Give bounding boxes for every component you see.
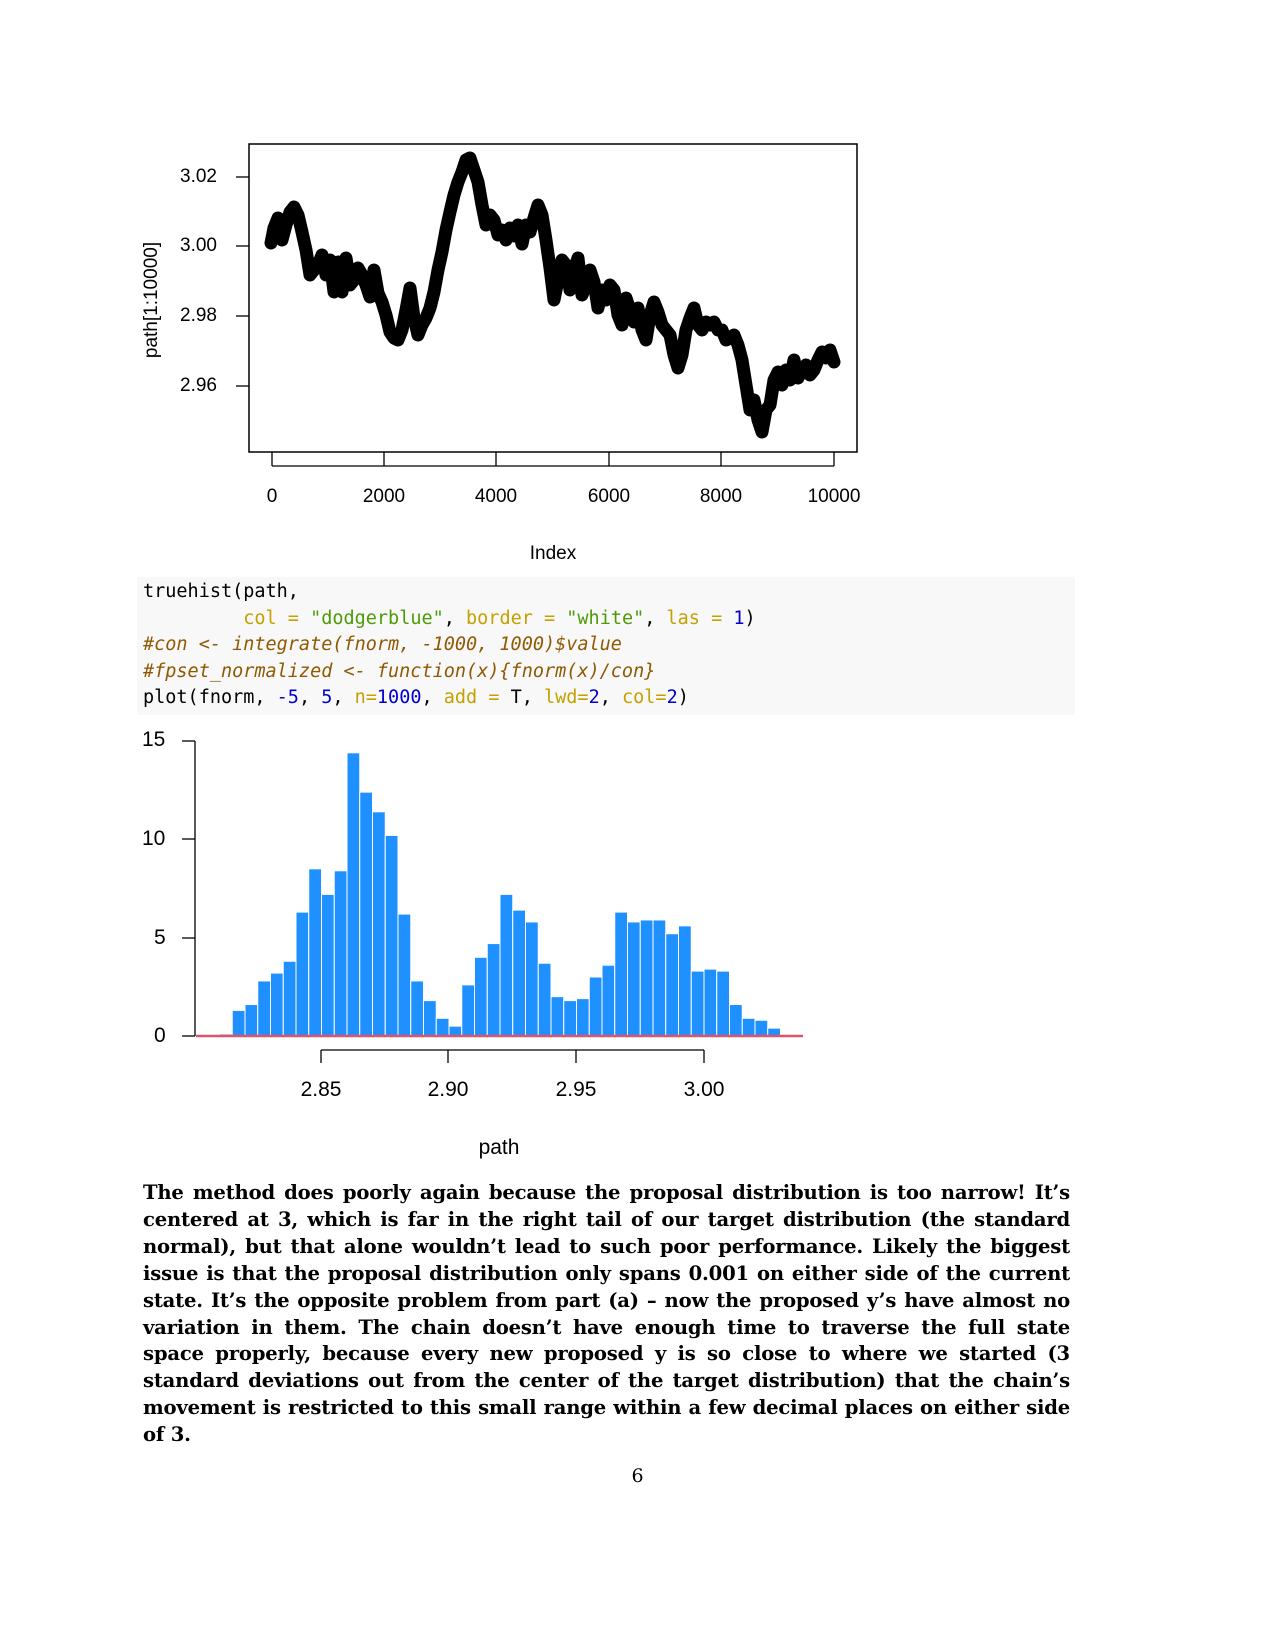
hist-bar <box>360 792 373 1036</box>
hist-bar <box>704 969 717 1036</box>
hist-bar <box>666 934 679 1036</box>
hist-bar <box>258 981 271 1036</box>
hist-ytick-5: 5 <box>154 926 166 949</box>
hist-ytick-15: 15 <box>142 728 166 751</box>
page-number: 6 <box>631 1465 644 1487</box>
code-line-5: plot(fnorm, -5, 5, n=1000, add = T, lwd=2, col=2) <box>143 687 689 709</box>
hist-bar <box>373 812 386 1036</box>
hist-bar <box>449 1026 462 1036</box>
trace-xtick-10000: 10000 <box>807 486 861 507</box>
code-line-3: #con <- integrate(fnorm, -1000, 1000)$value <box>143 634 622 656</box>
histogram-svg <box>0 720 1275 1170</box>
trace-xtick-4000: 4000 <box>474 486 518 507</box>
trace-ytick-2.98: 2.98 <box>180 305 217 326</box>
hist-bar <box>602 965 615 1036</box>
trace-ytick-2.96: 2.96 <box>180 375 217 396</box>
hist-x-axis <box>321 1050 704 1063</box>
hist-bar <box>436 1018 449 1036</box>
trace-xtick-2000: 2000 <box>362 486 406 507</box>
trace-xtick-6000: 6000 <box>587 486 631 507</box>
trace-line <box>271 158 834 432</box>
hist-bar <box>322 894 335 1036</box>
hist-bar <box>691 971 704 1036</box>
code-line-4: #fpset_normalized <- function(x){fnorm(x)/con} <box>143 660 656 682</box>
trace-ylabel: path[1:10000] <box>141 241 162 359</box>
trace-xtick-0: 0 <box>266 486 278 507</box>
hist-bar <box>462 985 475 1036</box>
hist-bar <box>487 944 500 1036</box>
hist-bar <box>283 961 296 1036</box>
hist-bar <box>577 999 590 1036</box>
hist-bar <box>742 1018 755 1036</box>
trace-ytick-3.02: 3.02 <box>180 166 217 187</box>
hist-bar <box>411 981 424 1036</box>
hist-bars <box>220 753 781 1036</box>
hist-bar <box>589 977 602 1036</box>
trace-y-axis <box>236 177 249 386</box>
hist-bar <box>245 1005 258 1036</box>
trace-ytick-3.00: 3.00 <box>180 235 217 256</box>
trace-x-axis <box>272 452 834 466</box>
hist-bar <box>475 957 488 1036</box>
trace-xlabel: Index <box>529 543 577 564</box>
trace-plot <box>0 0 1275 570</box>
histogram <box>0 720 1275 1170</box>
hist-bar <box>730 1005 743 1036</box>
hist-xlabel: path <box>478 1136 520 1159</box>
hist-bar <box>334 871 347 1036</box>
hist-bar <box>538 963 551 1036</box>
hist-bar <box>309 869 322 1036</box>
trace-plot-svg <box>0 0 1275 570</box>
hist-xtick-3.00: 3.00 <box>683 1078 725 1101</box>
hist-bar <box>500 894 513 1036</box>
hist-bar <box>679 926 692 1036</box>
hist-xtick-2.85: 2.85 <box>300 1078 342 1101</box>
code-line-2: col = "dodgerblue", border = "white", las = 1) <box>243 607 756 629</box>
hist-bar <box>551 997 564 1036</box>
hist-bar <box>424 1001 437 1036</box>
hist-bar <box>232 1010 245 1036</box>
hist-y-axis <box>182 741 195 1036</box>
hist-bar <box>564 1001 577 1036</box>
hist-bar <box>755 1020 768 1036</box>
hist-bar <box>526 922 539 1036</box>
code-line-1: truehist(path, <box>143 581 299 602</box>
hist-bar <box>398 914 411 1036</box>
hist-bar <box>347 753 360 1036</box>
hist-bar <box>717 971 730 1036</box>
hist-xtick-2.90: 2.90 <box>427 1078 469 1101</box>
hist-bar <box>615 912 628 1036</box>
hist-ytick-0: 0 <box>154 1024 166 1047</box>
code-block <box>137 577 1075 715</box>
explanation-paragraph: The method does poorly again because the proposal distribution is too narrow! It’s centered at 3, which is far in the right tail of our target distribution (the standard normal), but that alone wouldn’t lead to such poor performance. Likely the biggest issue is that the proposal distribution only spans 0.001 on either side of the current state. It’s the opposite problem from part (a) – now the proposed y’s have almost no variation in them. The chain doesn’t have enough time to traverse the full state space properly, because every new proposed y is so close to where we started (3 standard deviations out from the center of the target distribution) that the chain’s movement is restricted to this small range within a few decimal places on either side of 3. <box>143 1181 1070 1447</box>
hist-bar <box>296 912 309 1036</box>
hist-bar <box>271 973 284 1036</box>
hist-bar <box>385 835 398 1036</box>
hist-bar <box>513 910 526 1036</box>
hist-xtick-2.95: 2.95 <box>555 1078 597 1101</box>
hist-bar <box>653 920 666 1036</box>
hist-bar <box>628 922 641 1036</box>
hist-ytick-10: 10 <box>142 827 166 850</box>
hist-bar <box>640 920 653 1036</box>
trace-xtick-8000: 8000 <box>699 486 743 507</box>
